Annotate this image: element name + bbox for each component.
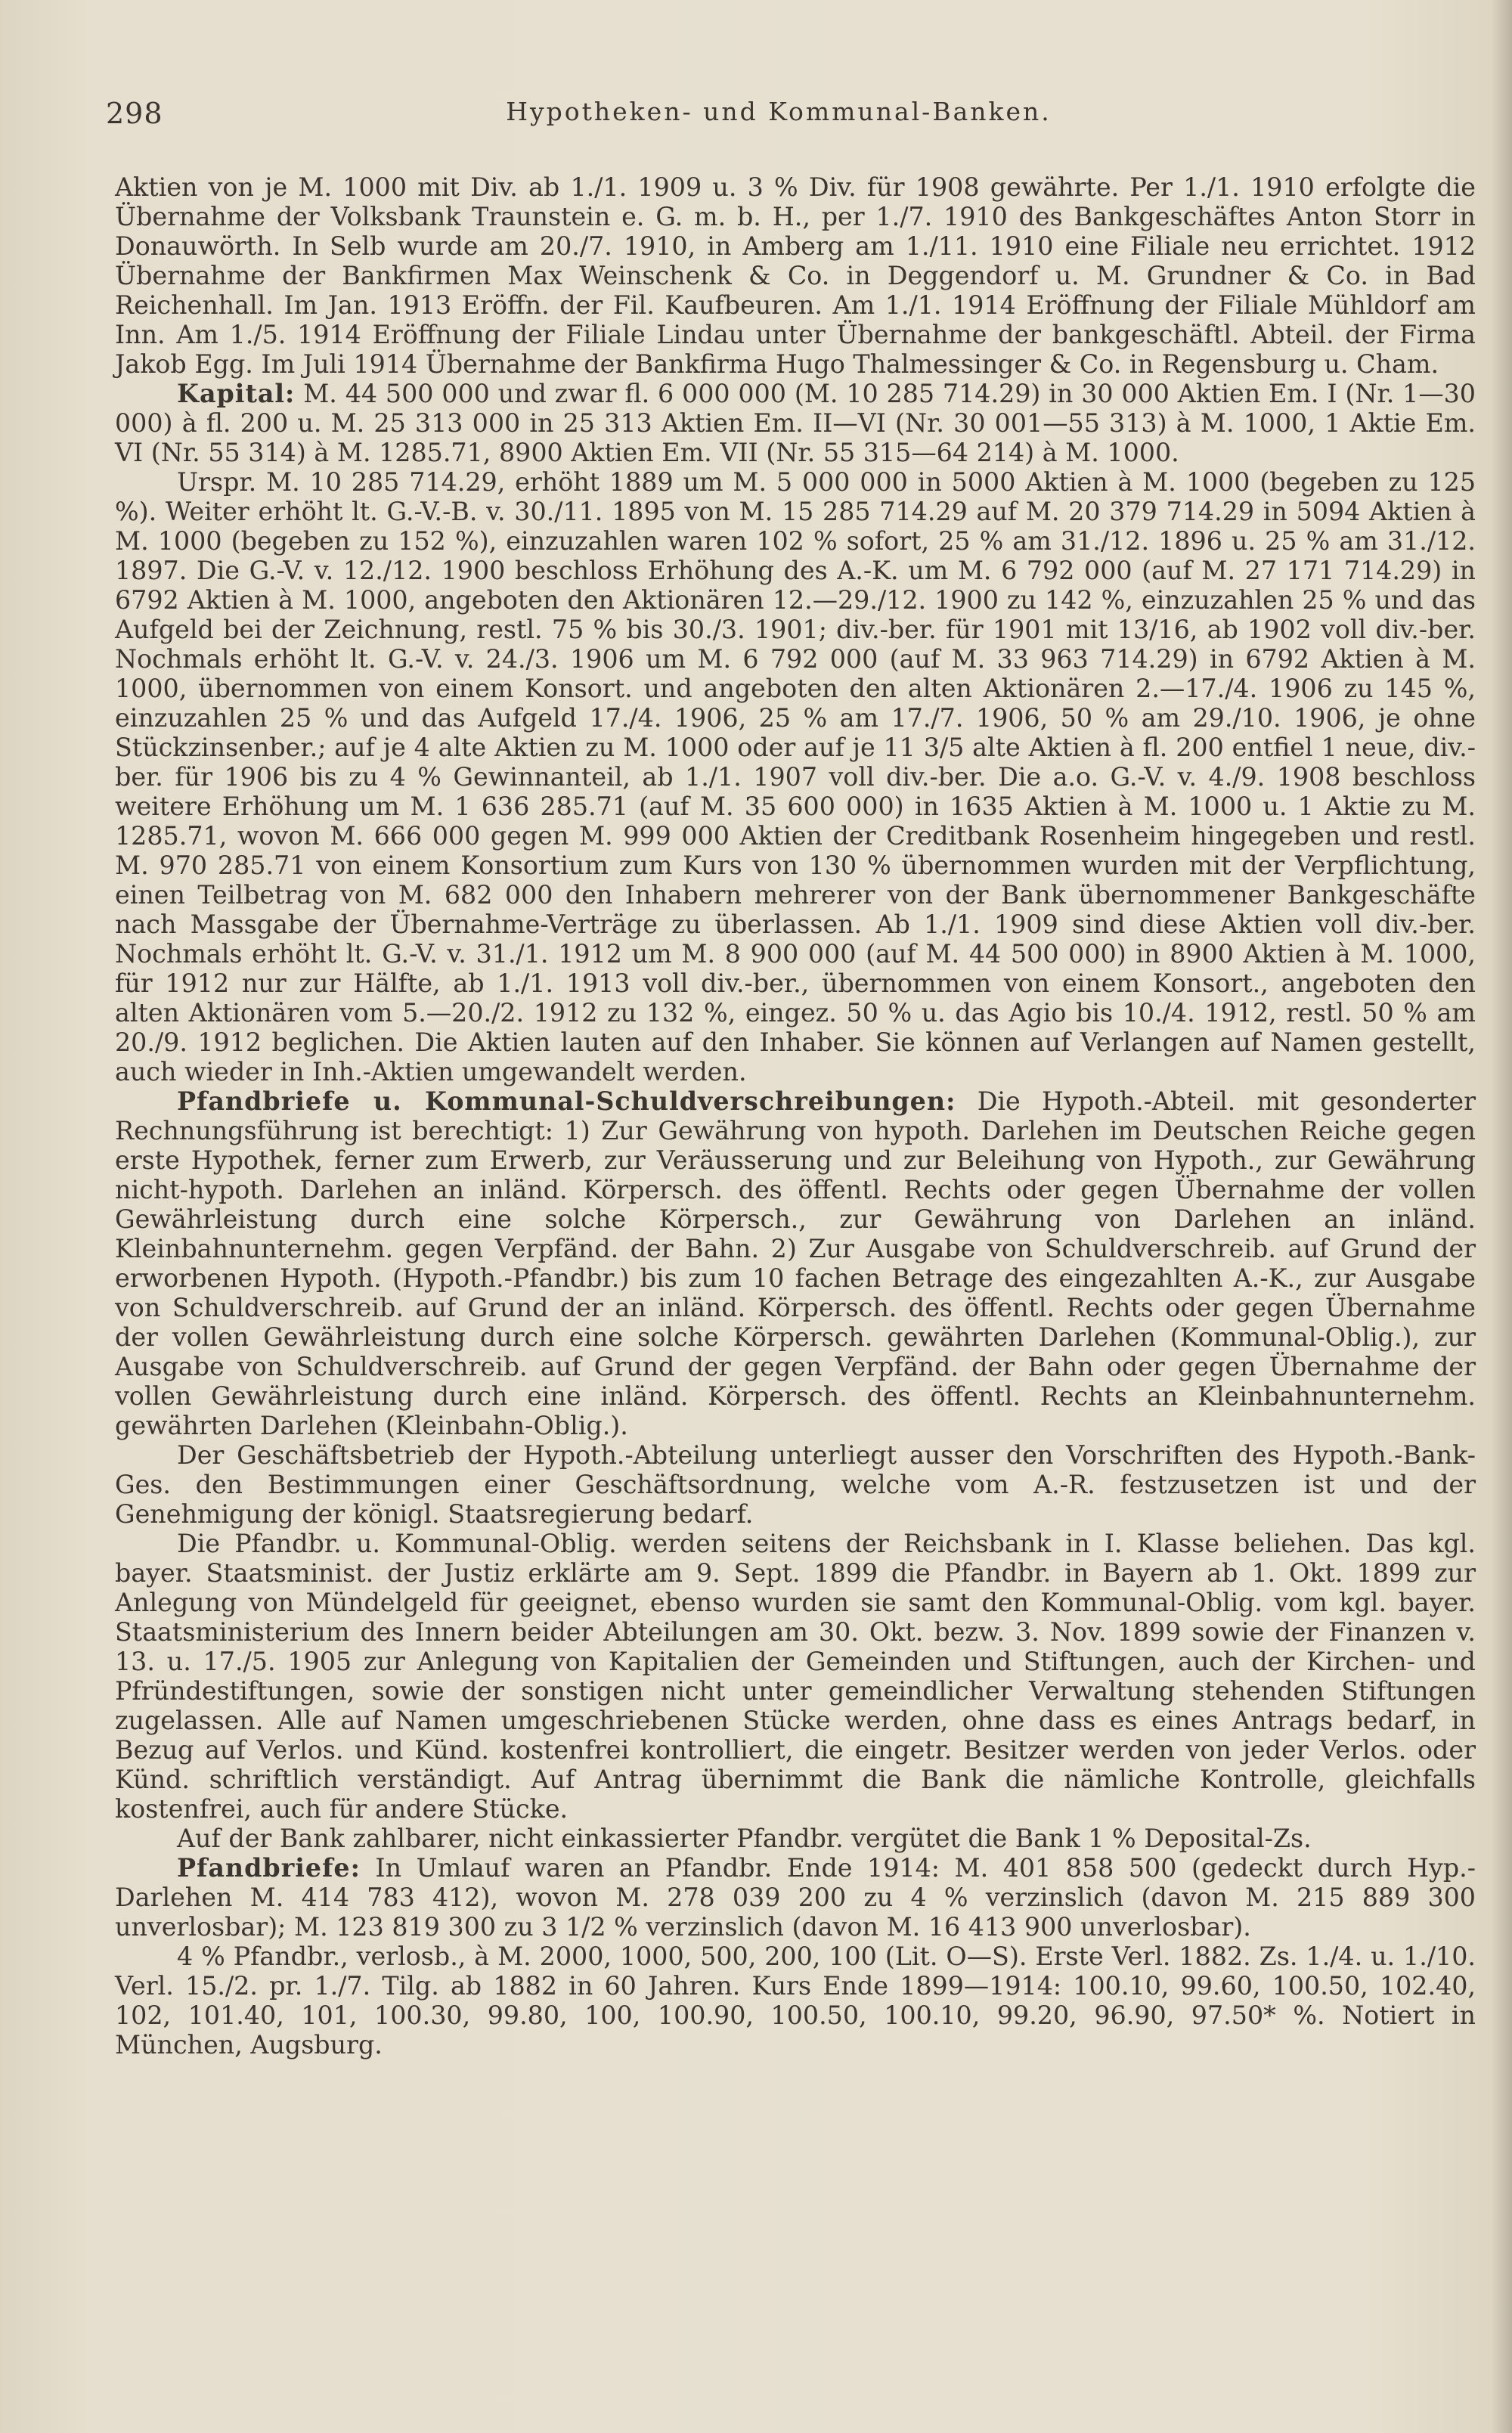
paragraph-text: Auf der Bank zahlbarer, nicht einkassierter Pfandbr. vergütet die Bank 1 % Deposital-Zs. bbox=[177, 1824, 1312, 1853]
page-number: 298 bbox=[106, 97, 163, 130]
running-title: Hypotheken- und Kommunal-Banken. bbox=[506, 97, 1052, 126]
body-text bbox=[115, 172, 1476, 2060]
paragraph-text: 4 % Pfandbr., verlosb., à M. 2000, 1000, 500, 200, 100 (Lit. O—S). Erste Verl. 1882. Zs. 1./4. u. 1./10. Verl. 15./2. pr. 1./7. Tilg. ab 1882 in 60 Jahren. Kurs Ende 1899—1914: 100.10, 99.60, 100.50, 102.40, 102, 101.40, 101, 100.30, 99.80, 100, 100.90, 100.50, 100.10, 99.20, 96.90, 97.50* %. Notiert in München, Augsburg. bbox=[115, 1942, 1476, 2060]
paragraph-reichsbank bbox=[115, 1529, 1476, 1824]
paragraph-text: Die Pfandbr. u. Kommunal-Oblig. werden seitens der Reichsbank in I. Klasse beliehen. Das kgl. bayer. Staatsminist. der Justiz erklärte am 9. Sept. 1899 die Pfandbr. in Bayern ab 1. Okt. 1899 zur Anlegung von Mündelgeld für geeignet, ebenso wurden sie samt den Kommunal-Oblig. vom kgl. bayer. Staatsministerium des Innern beider Abteilungen am 30. Okt. bezw. 3. Nov. 1899 sowie der Finanzen v. 13. u. 17./5. 1905 zur Anlegung von Kapitalien der Gemeinden und Stiftungen, auch der Kirchen- und Pfründestiftungen, sowie der sonstigen nicht unter gemeindlicher Verwaltung stehenden Stiftungen zugelassen. Alle auf Namen umgeschriebenen Stücke werden, ohne dass es eines Antrags bedarf, in Bezug auf Verlos. und Künd. kostenfrei kontrolliert, die eingetr. Besitzer werden von jeder Verlos. oder Künd. schriftlich verständigt. Auf Antrag übernimmt die Bank die nämliche Kontrolle, gleichfalls kostenfrei, auch für andere Stücke. bbox=[115, 1529, 1476, 1824]
section-label: Kapital: bbox=[177, 379, 296, 408]
paragraph-pfandbriefe bbox=[115, 1853, 1476, 1942]
paragraph-text: Die Hypoth.-Abteil. mit gesonderter Rechnungsführung ist berechtigt: 1) Zur Gewährung von hypoth. Darlehen im Deutschen Reiche gegen erste Hypothek, ferner zum Erwerb, zur Veräusserung und zur Beleihung von Hypoth., zur Gewährung nicht-hypoth. Darlehen an inländ. Körpersch. des öffentl. Rechts oder gegen Übernahme der vollen Gewährleistung durch eine solche Körpersch., zur Gewährung von Darlehen an inländ. Kleinbahnunternehm. gegen Verpfänd. der Bahn. 2) Zur Ausgabe von Schuldverschreib. auf Grund der erworbenen Hypoth. (Hypoth.-Pfandbr.) bis zum 10 fachen Betrage des eingezahlten A.-K., zur Ausgabe von Schuldverschreib. auf Grund der an inländ. Körpersch. des öffentl. Rechts oder gegen Übernahme der vollen Gewährleistung durch eine solche Körpersch. gewährten Darlehen (Kommunal-Oblig.), zur Ausgabe von Schuldverschreib. auf Grund der gegen Verpfänd. der Bahn oder gegen Übernahme der vollen Gewährleistung durch eine inländ. Körpersch. des öffentl. Rechts an Kleinbahnunternehm. gewährten Darlehen (Kleinbahn-Oblig.). bbox=[115, 1086, 1476, 1440]
paragraph-text: Urspr. M. 10 285 714.29, erhöht 1889 um M. 5 000 000 in 5000 Aktien à M. 1000 (begeben zu 125 %). Weiter erhöht lt. G.-V.-B. v. 30./11. 1895 von M. 15 285 714.29 auf M. 20 379 714.29 in 5094 Aktien à M. 1000 (begeben zu 152 %), einzuzahlen waren 102 % sofort, 25 % am 31./12. 1896 u. 25 % am 31./12. 1897. Die G.-V. v. 12./12. 1900 beschloss Erhöhung des A.-K. um M. 6 792 000 (auf M. 27 171 714.29) in 6792 Aktien à M. 1000, angeboten den Aktionären 12.—29./12. 1900 zu 142 %, einzuzahlen 25 % und das Aufgeld bei der Zeichnung, restl. 75 % bis 30./3. 1901; div.-ber. für 1901 mit 13/16, ab 1902 voll div.-ber. Nochmals erhöht lt. G.-V. v. 24./3. 1906 um M. 6 792 000 (auf M. 33 963 714.29) in 6792 Aktien à M. 1000, übernommen von einem Konsort. und angeboten den alten Aktionären 2.—17./4. 1906 zu 145 %, einzuzahlen 25 % und das Aufgeld 17./4. 1906, 25 % am 17./7. 1906, 50 % am 29./10. 1906, je ohne Stückzinsenber.; auf je 4 alte Aktien zu M. 1000 oder auf je 11 3/5 alte Aktien à fl. 200 entfiel 1 neue, div.-ber. für 1906 bis zu 4 % Gewinnanteil, ab 1./1. 1907 voll div.-ber. Die a.o. G.-V. v. 4./9. 1908 beschloss weitere Erhöhung um M. 1 636 285.71 (auf M. 35 600 000) in 1635 Aktien à M. 1000 u. 1 Aktie zu M. 1285.71, wovon M. 666 000 gegen M. 999 000 Aktien der Creditbank Rosenheim hingegeben und restl. M. 970 285.71 von einem Konsortium zum Kurs von 130 % übernommen wurden mit der Verpflichtung, einen Teilbetrag von M. 682 000 den Inhabern mehrerer von der Bank übernommener Bankgeschäfte nach Massgabe der Übernahme-Verträge zu überlassen. Ab 1./1. 1909 sind diese Aktien voll div.-ber. Nochmals erhöht lt. G.-V. v. 31./1. 1912 um M. 8 900 000 (auf M. 44 500 000) in 8900 Aktien à M. 1000, für 1912 nur zur Hälfte, ab 1./1. 1913 voll div.-ber., übernommen von einem Konsort., angeboten den alten Aktionären vom 5.—20./2. 1912 zu 132 %, eingez. 50 % u. das Agio bis 10./4. 1912, restl. 50 % am 20./9. 1912 beglichen. Die Aktien lauten auf den Inhaber. Sie können auf Verlangen auf Namen gestellt, auch wieder in Inh.-Aktien umgewandelt werden. bbox=[115, 467, 1476, 1086]
page-header bbox=[106, 97, 1459, 142]
paragraph-text: Aktien von je M. 1000 mit Div. ab 1./1. 1909 u. 3 % Div. für 1908 gewährte. Per 1./1. 1910 erfolgte die Übernahme der Volksbank Traunstein e. G. m. b. H., per 1./7. 1910 des Bankgeschäftes Anton Storr in Donauwörth. In Selb wurde am 20./7. 1910, in Amberg am 1./11. 1910 eine Filiale neu errichtet. 1912 Übernahme der Bankfirmen Max Weinschenk & Co. in Deggendorf u. M. Grundner & Co. in Bad Reichenhall. Im Jan. 1913 Eröffn. der Fil. Kaufbeuren. Am 1./1. 1914 Eröffnung der Filiale Mühldorf am Inn. Am 1./5. 1914 Eröffnung der Filiale Lindau unter Übernahme der bankgeschäftl. Abteil. der Firma Jakob Egg. Im Juli 1914 Übernahme der Bankfirma Hugo Thalmessinger & Co. in Regensburg u. Cham. bbox=[115, 172, 1476, 379]
paragraph-pfandbriefe-kommunal bbox=[115, 1086, 1476, 1440]
paragraph-text: M. 44 500 000 und zwar fl. 6 000 000 (M. 10 285 714.29) in 30 000 Aktien Em. I (Nr. 1—30 000) à fl. 200 u. M. 25 313 000 in 25 313 Aktien Em. II—VI (Nr. 30 001—55 313) à M. 1000, 1 Aktie Em. VI (Nr. 55 314) à M. 1285.71, 8900 Aktien Em. VII (Nr. 55 315—64 214) à M. 1000. bbox=[115, 379, 1476, 467]
page-edge-shadow bbox=[1491, 0, 1512, 2433]
section-label: Pfandbriefe: bbox=[177, 1853, 361, 1883]
paragraph-pfandbr-4pct bbox=[115, 1942, 1476, 2060]
paragraph-geschaeftsbetrieb bbox=[115, 1440, 1476, 1529]
paragraph-text: In Umlauf waren an Pfandbr. Ende 1914: M. 401 858 500 (gedeckt durch Hyp.-Darlehen M. 414 783 412), wovon M. 278 039 200 zu 4 % verzinslich (davon M. 215 889 300 unverlosbar); M. 123 819 300 zu 3 1/2 % verzinslich (davon M. 16 413 900 unverlosbar). bbox=[115, 1853, 1476, 1942]
paragraph-history bbox=[115, 172, 1476, 379]
paragraph-text: Der Geschäftsbetrieb der Hypoth.-Abteilung unterliegt ausser den Vorschriften des Hypoth.-Bank-Ges. den Bestimmungen einer Geschäftsordnung, welche vom A.-R. festzusetzen ist und der Genehmigung der königl. Staatsregierung bedarf. bbox=[115, 1440, 1476, 1529]
paragraph-capital-history bbox=[115, 467, 1476, 1086]
paragraph-kapital bbox=[115, 379, 1476, 467]
section-label: Pfandbriefe u. Kommunal-Schuldverschreibungen: bbox=[177, 1086, 956, 1116]
paragraph-deposital bbox=[115, 1824, 1476, 1853]
